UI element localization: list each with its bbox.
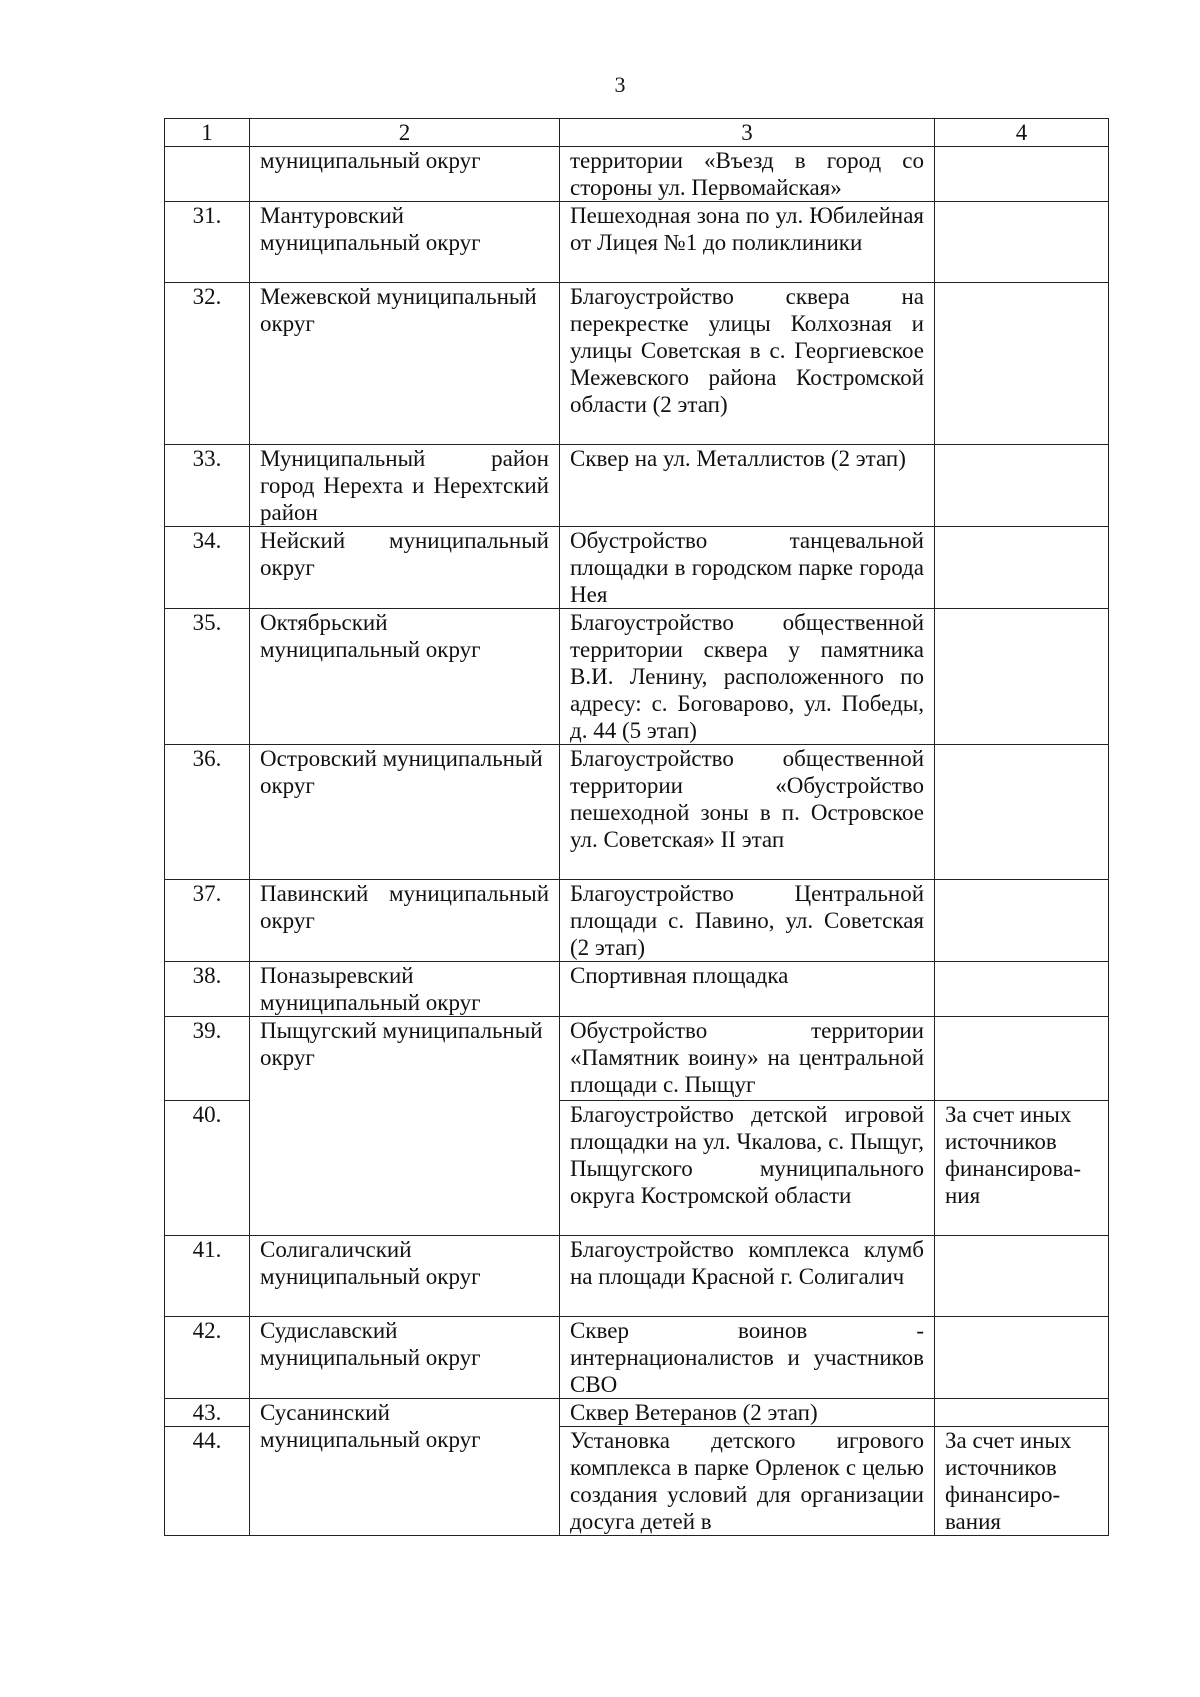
note-cell (935, 1017, 1109, 1101)
object-cell: Благоустройство Центральной площади с. Павино, ул. Советская (2 этап) (560, 880, 935, 962)
row-number: 41. (165, 1236, 250, 1317)
note-cell (935, 147, 1109, 202)
note-cell (935, 527, 1109, 609)
object-cell: Благоустройство общественной территории «Обустройство пешеходной зоны в п. Островское ул. Советская» II этап (560, 745, 935, 880)
object-cell: Пешеходная зона по ул. Юбилейная от Лицея №1 до поликлиники (560, 202, 935, 283)
row-number: 44. (165, 1427, 250, 1536)
district-cell: Муниципальный район город Нерехта и Нерехтский район (250, 445, 560, 527)
row-number: 40. (165, 1101, 250, 1236)
note-cell (935, 962, 1109, 1017)
table-row (165, 527, 1109, 609)
column-header-3: 3 (560, 119, 935, 147)
district-cell: Пыщугский муниципальный округ (250, 1017, 560, 1236)
district-cell: Октябрьский муниципальный округ (250, 609, 560, 745)
row-number: 33. (165, 445, 250, 527)
object-cell: Сквер Ветеранов (2 этап) (560, 1399, 935, 1427)
object-cell: Обустройство территории «Памятник воину» на центральной площади с. Пыщуг (560, 1017, 935, 1101)
object-cell: Благоустройство комплекса клумб на площади Красной г. Солигалич (560, 1236, 935, 1317)
row-number: 36. (165, 745, 250, 880)
note-cell (935, 1399, 1109, 1427)
column-header-1: 1 (165, 119, 250, 147)
table-row (165, 1017, 1109, 1101)
note-cell (935, 283, 1109, 445)
table-row (165, 283, 1109, 445)
district-cell: Межевской муниципальный округ (250, 283, 560, 445)
row-number: 38. (165, 962, 250, 1017)
row-number: 42. (165, 1317, 250, 1399)
note-cell (935, 609, 1109, 745)
note-cell (935, 445, 1109, 527)
note-cell (935, 745, 1109, 880)
row-number: 34. (165, 527, 250, 609)
row-number: 43. (165, 1399, 250, 1427)
district-cell: Павинский муниципальный округ (250, 880, 560, 962)
object-cell: Благоустройство сквера на перекрестке улицы Колхозная и улицы Советская в с. Георгиевское Межевского района Костромской области (2 этап) (560, 283, 935, 445)
district-cell: Островский муниципальный округ (250, 745, 560, 880)
row-number: 35. (165, 609, 250, 745)
object-cell: территории «Въезд в город со стороны ул. Первомайская» (560, 147, 935, 202)
table-row (165, 1317, 1109, 1399)
district-cell: Сусанинский муниципальный округ (250, 1399, 560, 1536)
note-cell (935, 1236, 1109, 1317)
table-row (165, 745, 1109, 880)
note-cell (935, 880, 1109, 962)
object-cell: Спортивная площадка (560, 962, 935, 1017)
table-row (165, 202, 1109, 283)
object-cell: Благоустройство детской игровой площадки на ул. Чкалова, с. Пыщуг, Пыщугского муниципального округа Костромской области (560, 1101, 935, 1236)
objects-table (164, 118, 1109, 1536)
note-cell (935, 202, 1109, 283)
row-number: 32. (165, 283, 250, 445)
object-cell: Сквер воинов - интернационалистов и участников СВО (560, 1317, 935, 1399)
district-cell: Судиславский муниципальный округ (250, 1317, 560, 1399)
table-row (165, 609, 1109, 745)
note-cell: За счет иных источников финансирова-ния (935, 1101, 1109, 1236)
table-header-row (165, 119, 1109, 147)
district-cell: Нейский муниципальный округ (250, 527, 560, 609)
table-row (165, 880, 1109, 962)
row-number: 31. (165, 202, 250, 283)
district-cell: Поназыревский муниципальный округ (250, 962, 560, 1017)
object-cell: Обустройство танцевальной площадки в городском парке города Нея (560, 527, 935, 609)
note-cell: За счет иных источников финансиро-вания (935, 1427, 1109, 1536)
object-cell: Установка детского игрового комплекса в парке Орленок с целью создания условий для организации досуга детей в (560, 1427, 935, 1536)
district-cell: муниципальный округ (250, 147, 560, 202)
column-header-2: 2 (250, 119, 560, 147)
table-row (165, 962, 1109, 1017)
page-number: 3 (614, 72, 626, 97)
table-row (165, 445, 1109, 527)
object-cell: Сквер на ул. Металлистов (2 этап) (560, 445, 935, 527)
row-number: 39. (165, 1017, 250, 1101)
note-cell (935, 1317, 1109, 1399)
row-number: 37. (165, 880, 250, 962)
district-cell: Мантуровский муниципальный округ (250, 202, 560, 283)
object-cell: Благоустройство общественной территории сквера у памятника В.И. Ленину, расположенного по адресу: с. Боговарово, ул. Победы, д. 44 (5 этап) (560, 609, 935, 745)
table-row (165, 1236, 1109, 1317)
table-row (165, 147, 1109, 202)
table-row (165, 1399, 1109, 1427)
row-number (165, 147, 250, 202)
column-header-4: 4 (935, 119, 1109, 147)
district-cell: Солигаличский муниципальный округ (250, 1236, 560, 1317)
